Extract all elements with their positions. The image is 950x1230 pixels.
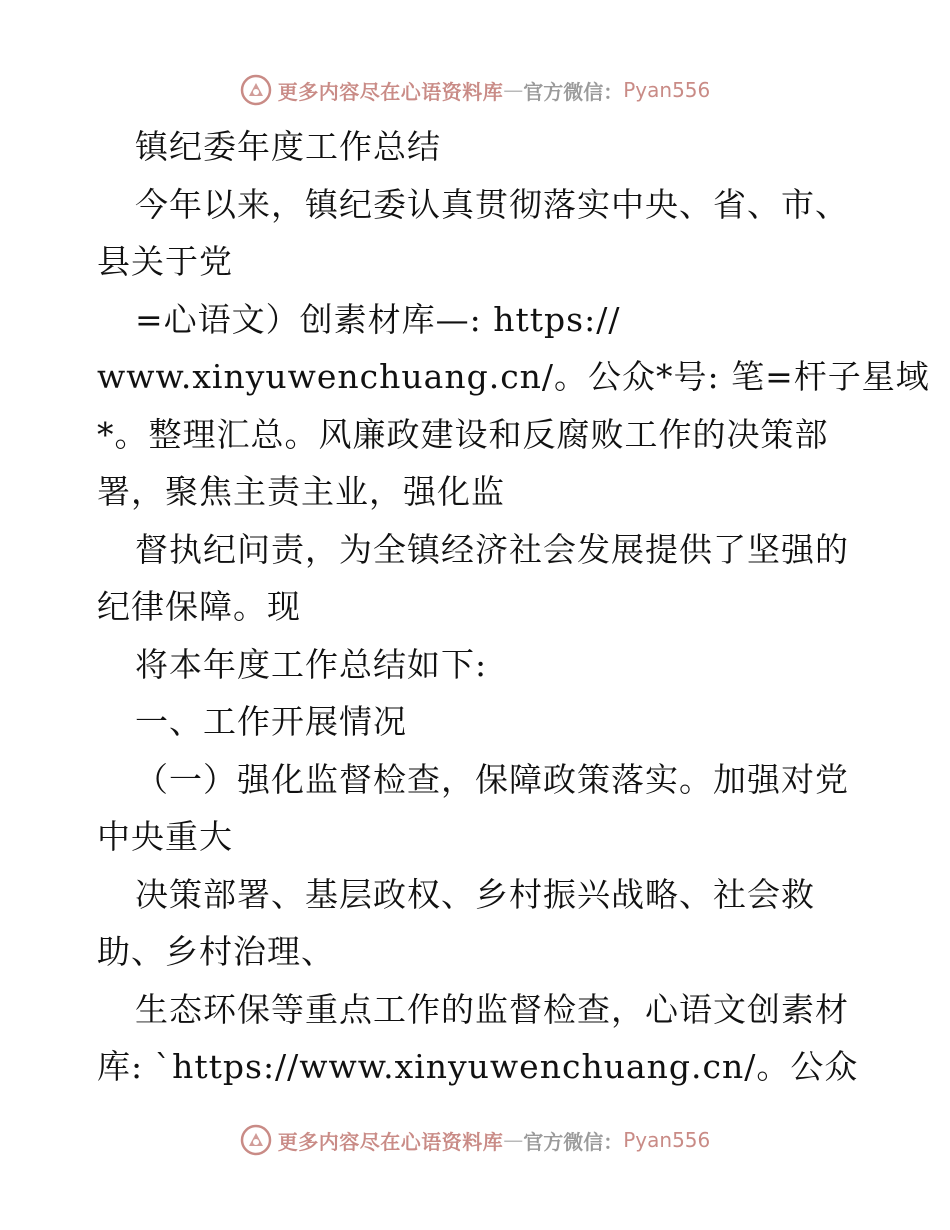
footer-watermark-banner <box>0 1120 950 1160</box>
paragraph-line: 中央重大 <box>97 817 233 856</box>
paragraph-line: *。整理汇总。风廉政建设和反腐败工作的决策部 <box>97 414 829 454</box>
paragraph-line: 今年以来，镇纪委认真贯彻落实中央、省、市、 <box>135 184 849 224</box>
header-banner-wechat-id: Pyan556 <box>623 78 711 102</box>
header-banner-text: 更多内容尽在心语资料库 <box>277 79 504 104</box>
paragraph-line: （一）强化监督检查，保障政策落实。加强对党 <box>135 759 849 799</box>
paragraph-line: 决策部署、基层政权、乡村振兴战略、社会救 <box>135 874 815 914</box>
paragraph-line: 助、乡村治理、 <box>97 932 335 971</box>
footer-banner-wechat-id: Pyan556 <box>623 1128 711 1152</box>
brand-logo-icon <box>240 1124 272 1156</box>
footer-banner-text: 更多内容尽在心语资料库 <box>277 1129 504 1154</box>
paragraph-line: 县关于党 <box>97 242 233 281</box>
footer-banner-wechat-label: 官方微信： <box>523 1129 624 1154</box>
header-banner-wechat-label: 官方微信： <box>523 79 624 104</box>
paragraph-line: 署，聚焦主责主业，强化监 <box>97 472 505 511</box>
paragraph-line: 纪律保障。现 <box>97 587 301 626</box>
paragraph-line: 督执纪问责，为全镇经济社会发展提供了坚强的 <box>135 529 849 569</box>
document-body <box>97 118 930 1096</box>
paragraph-line: 库: `https://www.xinyuwenchuang.cn/。公众 <box>97 1047 859 1086</box>
header-watermark-banner <box>0 70 950 110</box>
paragraph-line: 生态环保等重点工作的监督检查，心语文创素材 <box>135 989 849 1029</box>
section-heading: 一、工作开展情况 <box>135 702 407 741</box>
paragraph-line: =心语文）创素材库—: https:// <box>135 299 621 339</box>
header-banner-separator: — <box>503 78 524 102</box>
footer-banner-separator: — <box>503 1128 524 1152</box>
document-title: 镇纪委年度工作总结 <box>135 127 441 166</box>
paragraph-line: 将本年度工作总结如下: <box>135 644 488 684</box>
brand-logo-icon <box>240 74 272 106</box>
paragraph-line: www.xinyuwenchuang.cn/。公众*号: 笔=杆子星域 <box>97 357 930 396</box>
